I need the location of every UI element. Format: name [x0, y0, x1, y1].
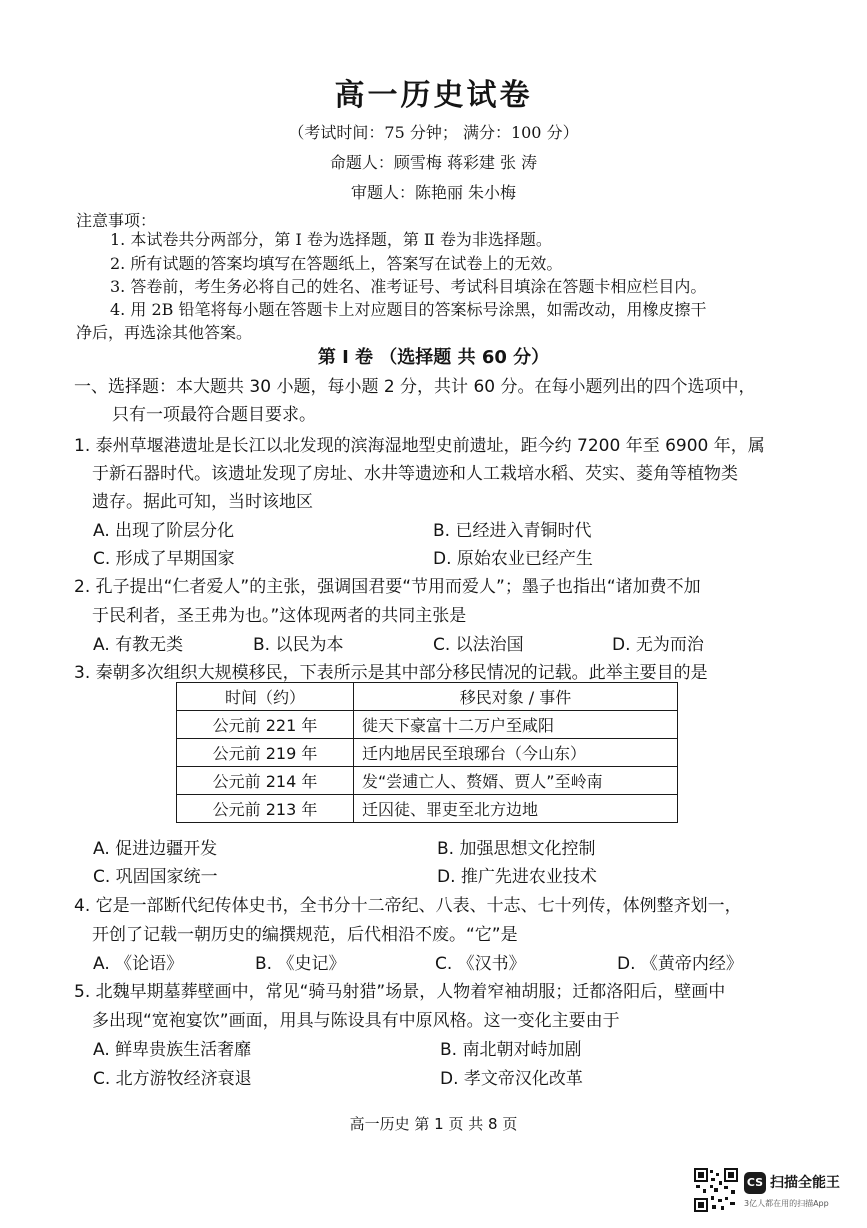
table-header-row — [177, 683, 678, 711]
question-3-stem: 3. 秦朝多次组织大规模移民，下表所示是其中部分移民情况的记载。此举主要目的是 — [74, 663, 708, 683]
table-header-event: 移民对象 / 事件 — [354, 683, 678, 711]
table-header-time: 时间（约） — [177, 683, 354, 711]
part-one-title: 第 Ⅰ 卷 （选择题 共 60 分） — [317, 347, 550, 368]
table-cell-event: 徙天下豪富十二万户至咸阳 — [354, 711, 678, 739]
question-3-option-c: C. 巩固国家统一 — [93, 867, 218, 887]
question-1-option-c: C. 形成了早期国家 — [93, 549, 235, 569]
table-row — [177, 711, 678, 739]
question-2-option-b: B. 以民为本 — [253, 635, 344, 655]
migration-table — [176, 682, 678, 823]
table-row — [177, 767, 678, 795]
question-2-stem: 2. 孔子提出“仁者爱人”的主张，强调国君要“节用而爱人”；墨子也指出“诸加费不加 — [74, 577, 701, 597]
exam-info: （考试时间：75 分钟； 满分：100 分） — [288, 123, 579, 142]
question-5-option-d: D. 孝文帝汉化改革 — [440, 1069, 583, 1089]
question-2-option-d: D. 无为而治 — [612, 635, 704, 655]
table-cell-time: 公元前 213 年 — [177, 795, 354, 823]
notes-heading: 注意事项： — [76, 211, 157, 230]
section-instruction: 一、选择题：本大题共 30 小题，每小题 2 分，共计 60 分。在每小题列出的四个选项中， — [74, 377, 756, 397]
question-2-option-a: A. 有教无类 — [93, 635, 184, 655]
page-footer: 高一历史 第 1 页 共 8 页 — [349, 1115, 518, 1133]
question-5-stem: 5. 北魏早期墓葬壁画中，常见“骑马射猎”场景，人物着窄袖胡服；迁都洛阳后，壁画中 — [74, 982, 726, 1002]
question-4-option-a: A. 《论语》 — [93, 954, 184, 974]
note-item-continued: 净后，再选涂其他答案。 — [76, 323, 253, 342]
question-3-option-a: A. 促进边疆开发 — [93, 839, 218, 859]
exam-title: 高一历史试卷 — [334, 78, 533, 113]
question-1-option-d: D. 原始农业已经产生 — [433, 549, 593, 569]
table-row — [177, 739, 678, 767]
note-item: 1. 本试卷共分两部分，第 Ⅰ 卷为选择题，第 Ⅱ 卷为非选择题。 — [110, 230, 552, 249]
question-3-option-b: B. 加强思想文化控制 — [437, 839, 596, 859]
table-cell-event: 发“尝逋亡人、赘婿、贾人”至岭南 — [354, 767, 678, 795]
table-row — [177, 795, 678, 823]
question-5-option-b: B. 南北朝对峙加剧 — [440, 1040, 582, 1060]
question-4-stem: 开创了记载一朝历史的编撰规范，后代相沿不废。“它”是 — [92, 925, 518, 945]
table-cell-time: 公元前 221 年 — [177, 711, 354, 739]
table-cell-event: 迁内地居民至琅琊台（今山东） — [354, 739, 678, 767]
scanner-tagline: 3亿人都在用的扫描App — [744, 1199, 829, 1208]
question-4-stem: 4. 它是一部断代纪传体史书，全书分十二帝纪、八表、十志、七十列传，体例整齐划一， — [74, 896, 742, 916]
question-1-stem: 于新石器时代。该遗址发现了房址、水井等遗迹和人工栽培水稻、芡实、菱角等植物类 — [92, 464, 738, 484]
table-cell-time: 公元前 219 年 — [177, 739, 354, 767]
question-5-stem: 多出现“宽袍宴饮”画面，用具与陈设具有中原风格。这一变化主要由于 — [92, 1011, 620, 1031]
scanner-brand-name: 扫描全能王 — [770, 1175, 840, 1191]
camscanner-logo-icon: CS — [744, 1172, 766, 1194]
note-item: 3. 答卷前，考生务必将自己的姓名、准考证号、考试科目填涂在答题卡相应栏目内。 — [110, 277, 707, 296]
note-item: 4. 用 2B 铅笔将每小题在答题卡上对应题目的答案标号涂黑，如需改动，用橡皮擦干 — [110, 300, 707, 319]
question-5-option-a: A. 鲜卑贵族生活奢靡 — [93, 1040, 252, 1060]
table-cell-time: 公元前 214 年 — [177, 767, 354, 795]
reviewers-line: 审题人：陈艳丽 朱小梅 — [350, 183, 517, 202]
note-item: 2. 所有试题的答案均填写在答题纸上，答案写在试卷上的无效。 — [110, 254, 563, 273]
question-2-stem: 于民利者，圣王弗为也。”这体现两者的共同主张是 — [92, 606, 467, 626]
qr-code-icon — [694, 1168, 738, 1212]
question-4-option-d: D. 《黄帝内经》 — [617, 954, 743, 974]
question-3-option-d: D. 推广先进农业技术 — [437, 867, 597, 887]
question-5-option-c: C. 北方游牧经济衰退 — [93, 1069, 252, 1089]
question-4-option-c: C. 《汉书》 — [435, 954, 526, 974]
question-1-option-b: B. 已经进入青铜时代 — [433, 521, 592, 541]
question-4-option-b: B. 《史记》 — [255, 954, 346, 974]
question-1-stem: 1. 泰州草堰港遗址是长江以北发现的滨海湿地型史前遗址，距今约 7200 年至 6900 年，属 — [74, 436, 765, 456]
question-1-option-a: A. 出现了阶层分化 — [93, 521, 235, 541]
question-2-option-c: C. 以法治国 — [433, 635, 524, 655]
question-1-stem: 遗存。据此可知，当时该地区 — [92, 492, 313, 512]
table-cell-event: 迁囚徒、罪吏至北方边地 — [354, 795, 678, 823]
section-instruction-continued: 只有一项最符合题目要求。 — [112, 405, 316, 425]
setters-line: 命题人：顾雪梅 蒋彩建 张 涛 — [329, 153, 538, 172]
